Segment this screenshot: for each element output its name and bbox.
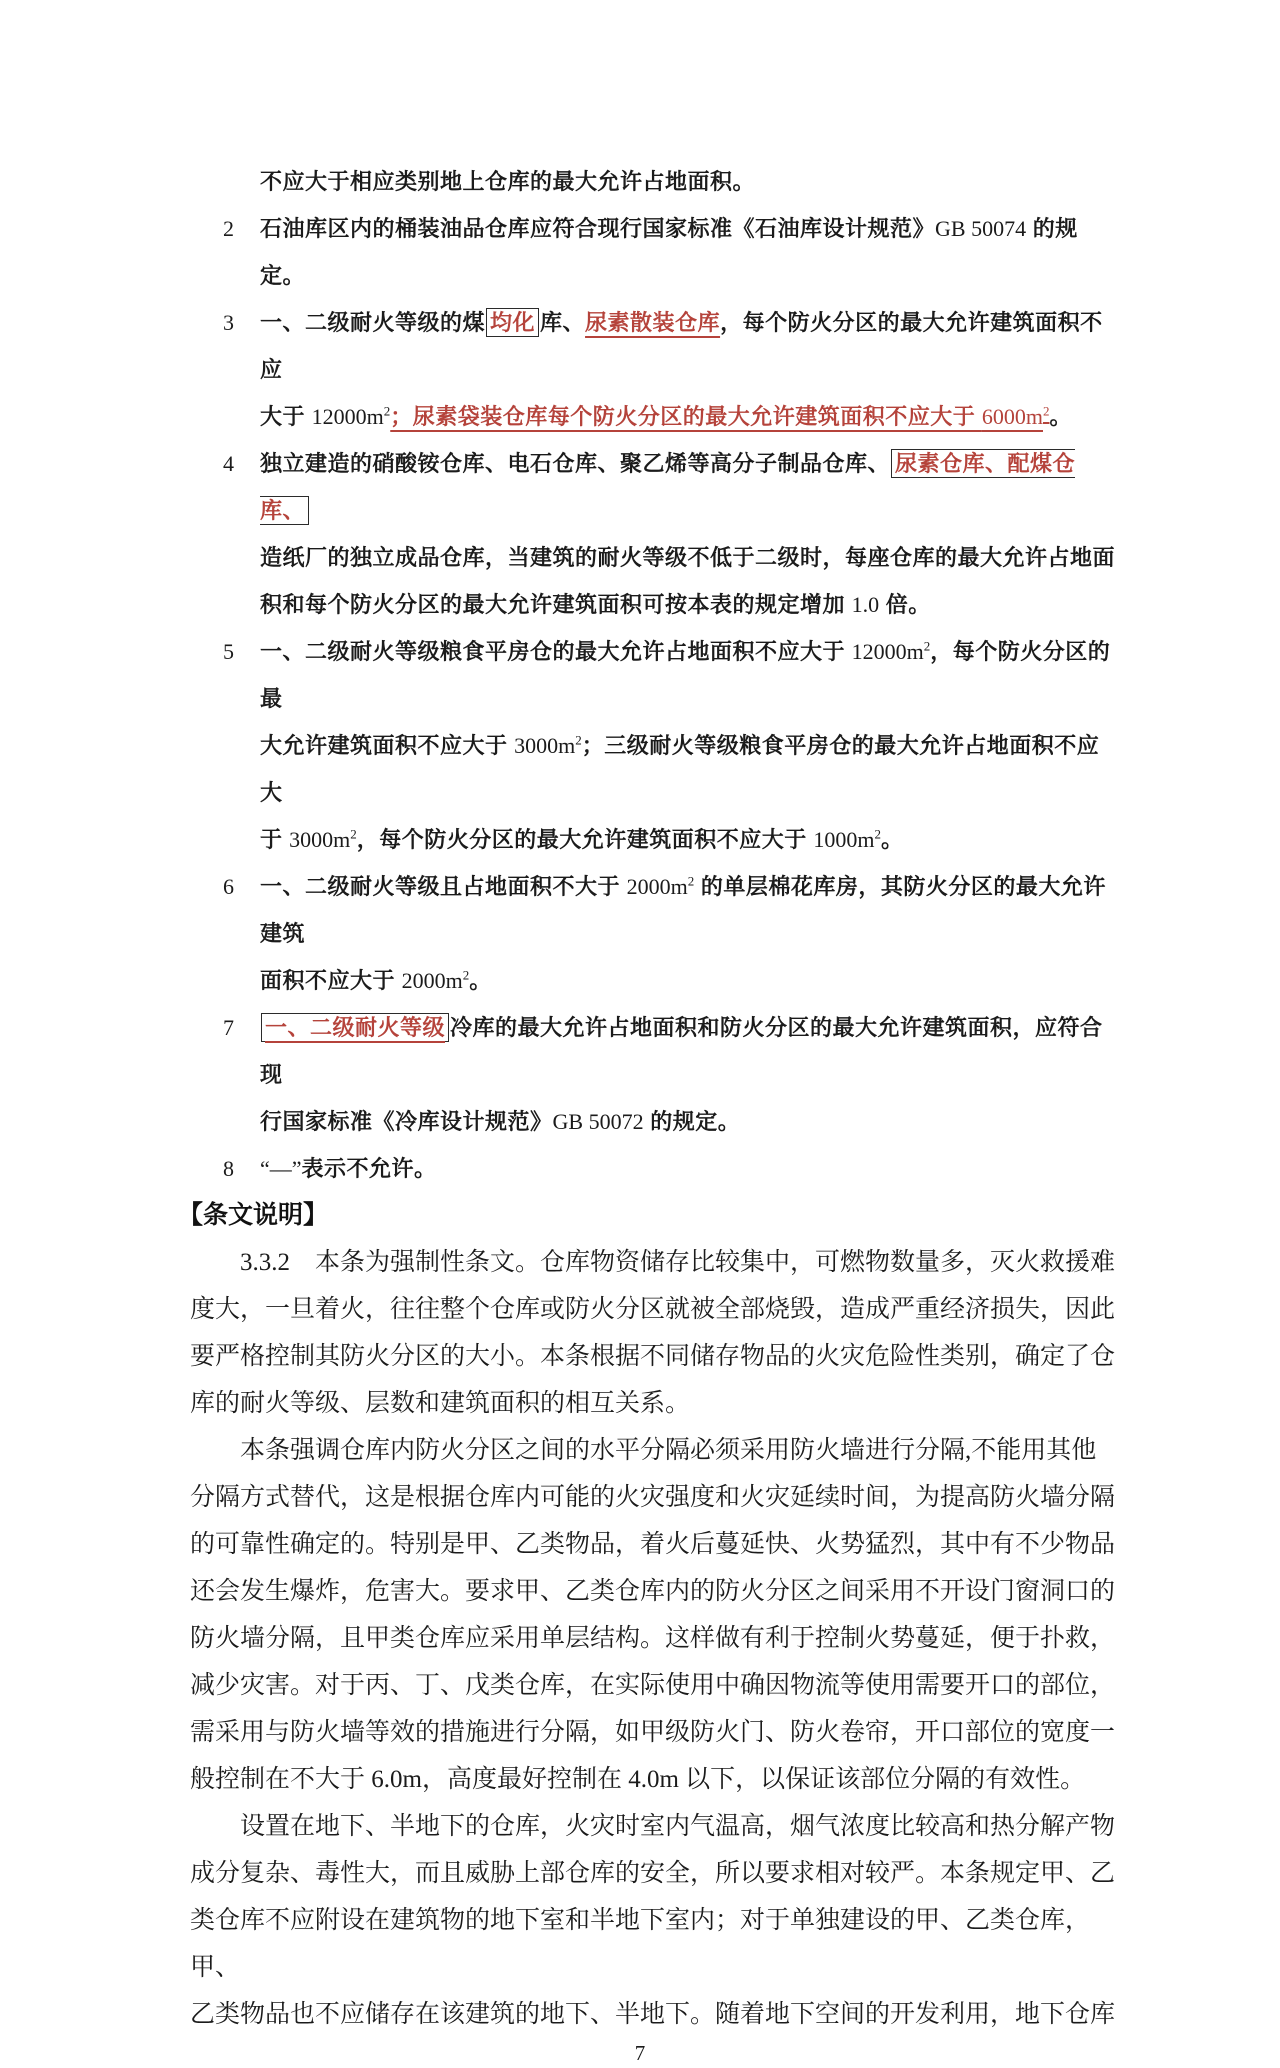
note-number: 8: [223, 1156, 234, 1181]
text-segment: 积和每个防火分区的最大允许建筑面积可按本表的规定增加: [260, 592, 852, 617]
text-segment: 大允许建筑面积不应大于: [260, 733, 515, 758]
text-segment: 2000m: [401, 968, 463, 993]
text-segment: 表示不允许。: [301, 1156, 437, 1181]
note-body: [260, 440, 1120, 628]
text-segment: 于: [260, 827, 290, 852]
text-segment: 一、二级耐火等级的煤: [260, 310, 486, 335]
paragraph-line: 乙类物品也不应储存在该建筑的地下、半地下。随着地下空间的开发利用，地下仓库: [190, 2001, 1116, 2028]
paragraph-line: 分隔方式替代，这是根据仓库内可能的火灾强度和火灾延续时间，为提高防火墙分隔: [190, 1484, 1116, 1511]
note-line: [260, 957, 1120, 1004]
text-segment: 1.0: [851, 592, 880, 617]
text-segment: 1000m: [813, 827, 875, 852]
text-segment: 一、二级耐火等级: [265, 1015, 446, 1040]
paragraph-line: 类仓库不应附设在建筑物的地下室和半地下室内；对于单独建设的甲、乙类仓库，甲、: [190, 1907, 1091, 1981]
paragraph-line: 本条强调仓库内防火分区之间的水平分隔必须采用防火墙进行分隔,不能用其他: [190, 1437, 1097, 1464]
note-item: [190, 1145, 1120, 1192]
text-segment: 。: [881, 827, 904, 852]
paragraph-line: 成分复杂、毒性大，而且威胁上部仓库的安全，所以要求相对较严。本条规定甲、乙: [190, 1860, 1116, 1887]
text-segment: 造纸厂的独立成品仓库，当建筑的耐火等级不低于二级时，每座仓库的最大允许占地面: [260, 545, 1116, 570]
paragraph-line: 设置在地下、半地下的仓库，火灾时室内气温高，烟气浓度比较高和热分解产物: [190, 1813, 1116, 1840]
text-segment: 石油库区内的桶装油品仓库应符合现行国家标准《石油库设计规范》: [260, 216, 936, 241]
note-body: [260, 158, 1120, 205]
note-line: [260, 863, 1120, 957]
paragraph-line: 防火墙分隔，且甲类仓库应采用单层结构。这样做有利于控制火势蔓延，便于扑救，: [190, 1625, 1116, 1652]
text-segment: 一、二级耐火等级且占地面积不大于: [260, 874, 627, 899]
note-number: 4: [223, 451, 234, 476]
note-item: [190, 1004, 1120, 1145]
note-line: [260, 816, 1120, 863]
text-segment: 面积不应大于: [260, 968, 402, 993]
text-segment: 12000m: [311, 404, 384, 429]
text-segment: GB 50074: [935, 216, 1027, 241]
text-segment: GB 50072: [552, 1109, 644, 1134]
text-segment: 尿素散装仓库: [585, 310, 721, 335]
note-number: 5: [223, 639, 234, 664]
text-segment: 的规定。: [260, 216, 1078, 288]
page-number: 7: [634, 2041, 646, 2065]
text-segment: 2: [874, 826, 881, 842]
note-item: [190, 205, 1120, 299]
note-line: [260, 722, 1120, 816]
note-item: [190, 440, 1120, 628]
paragraph-line: 库的耐火等级、层数和建筑面积的相互关系。: [190, 1390, 691, 1417]
paragraph: [190, 1427, 1120, 1803]
revision-box: [261, 1013, 449, 1042]
note-item: [190, 158, 1120, 205]
note-body: [260, 1145, 1120, 1192]
text-segment: 2: [383, 403, 391, 419]
note-number: 2: [223, 216, 234, 241]
text-segment: 的规定。: [643, 1109, 741, 1134]
text-segment: 的单层棉花库房，其防火分区的最大允许建筑: [260, 874, 1106, 946]
text-segment: 一、二级耐火等级粮食平房仓的最大允许占地面积不应大于: [260, 639, 852, 664]
note-line: [260, 1004, 1120, 1098]
text-segment: “—”: [260, 1156, 302, 1181]
text-segment: ；三级耐火等级粮食平房仓的最大允许占地面积不应大: [260, 733, 1100, 805]
text-segment: 。: [469, 968, 492, 993]
note-body: [260, 299, 1120, 440]
text-segment: 。: [1049, 404, 1073, 429]
note-body: [260, 1004, 1120, 1145]
note-line: [260, 1145, 1120, 1192]
text-segment: ，每个防火分区的最: [260, 639, 1111, 711]
paragraph-line: 要严格控制其防火分区的大小。本条根据不同储存物品的火灾危险性类别，确定了仓: [190, 1343, 1116, 1370]
text-segment: 2: [1043, 403, 1050, 419]
paragraph: [190, 1803, 1120, 2038]
note-body: [260, 205, 1120, 299]
text-segment: 2: [923, 638, 931, 654]
note-body: [260, 863, 1120, 1004]
note-line: [260, 534, 1120, 581]
table-notes-list: [190, 158, 1120, 1192]
text-segment: ；尿素袋装仓库每个防火分区的最大允许建筑面积不应大于: [390, 404, 982, 429]
note-line: [260, 205, 1120, 299]
paragraph-line: 还会发生爆炸，危害大。要求甲、乙类仓库内的防火分区之间采用不开设门窗洞口的: [190, 1578, 1116, 1605]
paragraph-line: 减少灾害。对于丙、丁、戊类仓库，在实际使用中确因物流等使用需要开口的部位，: [190, 1672, 1116, 1699]
note-item: [190, 863, 1120, 1004]
note-line: [260, 158, 1120, 205]
clause-explanation-body: [190, 1239, 1120, 2038]
text-segment: 12000m: [851, 639, 924, 664]
text-segment: ，每个防火分区的最大允许建筑面积不应大于: [356, 827, 814, 852]
text-segment: 冷库的最大允许占地面积和防火分区的最大允许建筑面积，应符合现: [260, 1015, 1103, 1087]
text-segment: 3000m: [289, 827, 351, 852]
paragraph-line: 需采用与防火墙等效的措施进行分隔，如甲级防火门、防火卷帘，开口部位的宽度一: [190, 1719, 1116, 1746]
note-number: 7: [223, 1015, 234, 1040]
text-segment: 行国家标准《冷库设计规范》: [260, 1109, 553, 1134]
text-segment: 大于: [260, 404, 312, 429]
paragraph-line: 般控制在不大于 6.0m，高度最好控制在 4.0m 以下，以保证该部位分隔的有效性。: [190, 1766, 1086, 1793]
text-segment: 6000m: [981, 404, 1043, 429]
note-item: [190, 628, 1120, 863]
note-item: [190, 299, 1120, 440]
note-number: 3: [223, 310, 234, 335]
note-body: [260, 628, 1120, 863]
note-line: [260, 581, 1120, 628]
text-segment: 倍。: [879, 592, 931, 617]
note-line: [260, 628, 1120, 722]
text-segment: 独立建造的硝酸铵仓库、电石仓库、聚乙烯等高分子制品仓库、: [260, 451, 891, 476]
paragraph-line: 3.3.2 本条为强制性条文。仓库物资储存比较集中，可燃物数量多，灭火救援难: [190, 1249, 1116, 1276]
note-line: [260, 1098, 1120, 1145]
text-segment: 2: [575, 732, 582, 748]
text-segment: 2: [462, 967, 470, 983]
paragraph: [190, 1239, 1120, 1427]
note-line: [260, 393, 1120, 440]
note-line: [260, 299, 1120, 393]
text-segment: 2: [350, 826, 357, 842]
text-segment: 2000m: [626, 874, 688, 899]
text-segment: 2: [687, 873, 695, 889]
revision-box: [486, 308, 539, 337]
clause-explanation-heading: 【条文说明】: [178, 1201, 329, 1229]
text-segment: ，每个防火分区的最大允许建筑面积不应: [260, 310, 1103, 382]
note-number: 6: [223, 874, 234, 899]
paragraph-line: 的可靠性确定的。特别是甲、乙类物品，着火后蔓延快、火势猛烈，其中有不少物品: [190, 1531, 1116, 1558]
text-segment: 均化: [490, 310, 536, 335]
text-segment: 3000m: [514, 733, 576, 758]
note-line: [260, 440, 1120, 534]
text-segment: 尿素仓库、配煤仓库、: [260, 451, 1076, 523]
text-segment: 库、: [540, 310, 586, 335]
text-segment: 不应大于相应类别地上仓库的最大允许占地面积。: [260, 169, 756, 194]
paragraph-line: 度大，一旦着火，往往整个仓库或防火分区就被全部烧毁，造成严重经济损失，因此: [190, 1296, 1116, 1323]
